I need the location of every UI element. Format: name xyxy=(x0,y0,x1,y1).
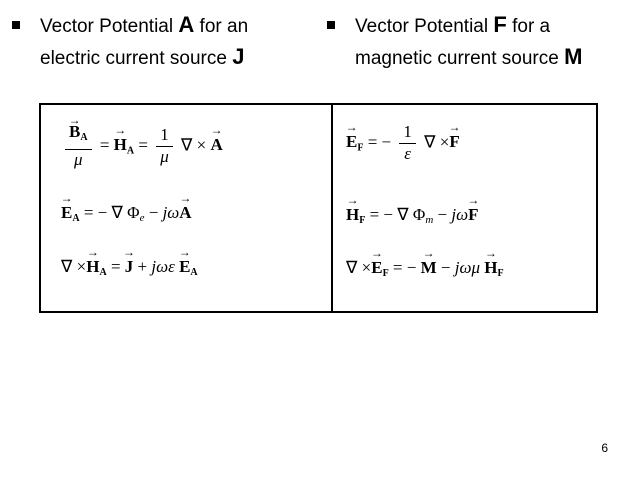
bullet-right-text: Vector Potential F for a magnetic current source M xyxy=(355,12,583,69)
page-number: 6 xyxy=(601,441,608,455)
table-divider xyxy=(331,105,333,311)
equation-table xyxy=(39,103,598,313)
equation-curl-h-a: ∇ ×→ $H_A$ = → $J + j\omega\varepsilon \to E_A$ xyxy=(61,257,198,278)
equation-b-over-mu: → $\frac{B_A}{\mu}$ = → $H_A$ = $\frac{1}{\mu}$ ∇ × → A xyxy=(61,123,223,170)
bullet-square-icon xyxy=(12,21,20,29)
equation-e-f: → $E_F$ = − $\frac{1}{\varepsilon}$ ∇ ×→ F xyxy=(346,123,460,164)
equation-h-f: → $H_F$ = − ∇ Φm − jω→ F xyxy=(346,205,479,226)
equation-e-a: → $E_A$ = − ∇ Φe − jω→ A xyxy=(61,203,192,224)
bullet-left-text: Vector Potential A for an electric current source J xyxy=(40,12,249,69)
bullet-right xyxy=(327,10,627,74)
bullet-square-icon xyxy=(327,21,335,29)
equation-curl-e-f: ∇ ×→ $E_F$ = − → $M - j\omega\mu \to H_F$ xyxy=(346,258,504,279)
bullet-left xyxy=(12,10,302,74)
